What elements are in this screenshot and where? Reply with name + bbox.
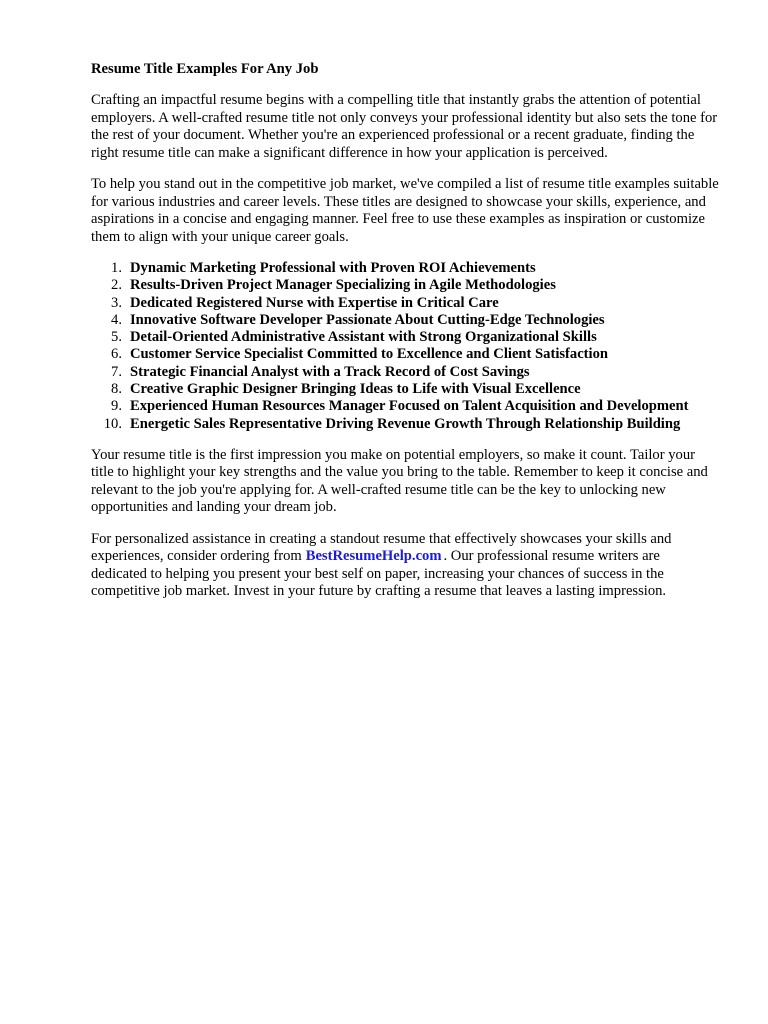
list-item-number: 2. bbox=[111, 277, 122, 294]
list-item-number: 6. bbox=[111, 346, 122, 363]
list-item-text: Results-Driven Project Manager Specializing in Agile Methodologies bbox=[130, 277, 556, 294]
bestresumehelp-link[interactable]: BestResumeHelp.com bbox=[305, 548, 442, 565]
list-intro-paragraph: To help you stand out in the competitive job market, we've compiled a list of resume title examples suitable for various industries and career levels. These titles are designed to showcase your skills, experience, and aspirations in a concise and engaging manner. Feel free to use these examples as inspiration or customize them to align with your unique career goals. bbox=[91, 176, 719, 245]
intro-paragraph: Crafting an impactful resume begins with a compelling title that instantly grabs the attention of potential employers. A well-crafted resume title not only conveys your professional identity but also sets the tone for the rest of your document. Whether you're an experienced professional or a recent graduate, finding the right resume title can make a significant difference in how your application is perceived. bbox=[91, 92, 718, 161]
list-item bbox=[91, 329, 719, 346]
list-item bbox=[91, 312, 719, 329]
list-item-text: Detail-Oriented Administrative Assistant with Strong Organizational Skills bbox=[130, 329, 597, 346]
closing-paragraph bbox=[91, 531, 719, 601]
list-item-text: Dynamic Marketing Professional with Proven ROI Achievements bbox=[130, 260, 536, 276]
list-item bbox=[91, 364, 719, 381]
list-item-text: Innovative Software Developer Passionate About Cutting-Edge Technologies bbox=[130, 311, 605, 328]
list-item-text: Strategic Financial Analyst with a Track Record of Cost Savings bbox=[130, 363, 530, 380]
list-item-text: Customer Service Specialist Committed to Excellence and Client Satisfaction bbox=[130, 346, 609, 363]
list-item bbox=[91, 381, 719, 398]
list-item-text: Energetic Sales Representative Driving Revenue Growth Through Relationship Building bbox=[130, 415, 681, 432]
list-item bbox=[91, 295, 719, 312]
list-item-number: 5. bbox=[111, 329, 122, 346]
closing-text-before-link: For personalized assistance in creating a standout resume that effectively showcases your skills and experiences, consider ordering from bbox=[91, 530, 672, 565]
list-item bbox=[91, 260, 719, 277]
document-title: Resume Title Examples For Any Job bbox=[91, 61, 319, 77]
document-page bbox=[91, 60, 719, 615]
resume-title-list bbox=[91, 260, 719, 433]
list-item-number: 10. bbox=[103, 415, 122, 432]
list-item-text: Creative Graphic Designer Bringing Ideas to Life with Visual Excellence bbox=[130, 381, 581, 398]
list-item-text: Experienced Human Resources Manager Focused on Talent Acquisition and Development bbox=[130, 398, 689, 415]
list-item bbox=[91, 346, 719, 363]
closing-text-after-link: . Our professional resume writers are dedicated to helping you present your best self on paper, increasing your chances of success in the competitive job market. Invest in your future by crafting a resume that leaves a lasting impression. bbox=[91, 548, 667, 600]
list-item-number: 3. bbox=[111, 294, 122, 311]
list-item-number: 4. bbox=[111, 311, 122, 328]
list-item-text: Dedicated Registered Nurse with Expertise in Critical Care bbox=[130, 294, 499, 311]
resume-advice-paragraph: Your resume title is the first impression you make on potential employers, so make it count. Tailor your title to highlight your key strengths and the value you bring to the table. Remember to keep it concise and relevant to the job you're applying for. A well-crafted resume title can be the key to unlocking new opportunities and landing your dream job. bbox=[91, 446, 708, 516]
list-item bbox=[91, 416, 719, 433]
list-item-number: 7. bbox=[111, 363, 122, 380]
list-item-number: 8. bbox=[111, 381, 122, 398]
list-item bbox=[91, 398, 719, 415]
list-item bbox=[91, 277, 719, 294]
list-item-number: 9. bbox=[111, 398, 122, 415]
list-item-number: 1. bbox=[111, 260, 122, 276]
